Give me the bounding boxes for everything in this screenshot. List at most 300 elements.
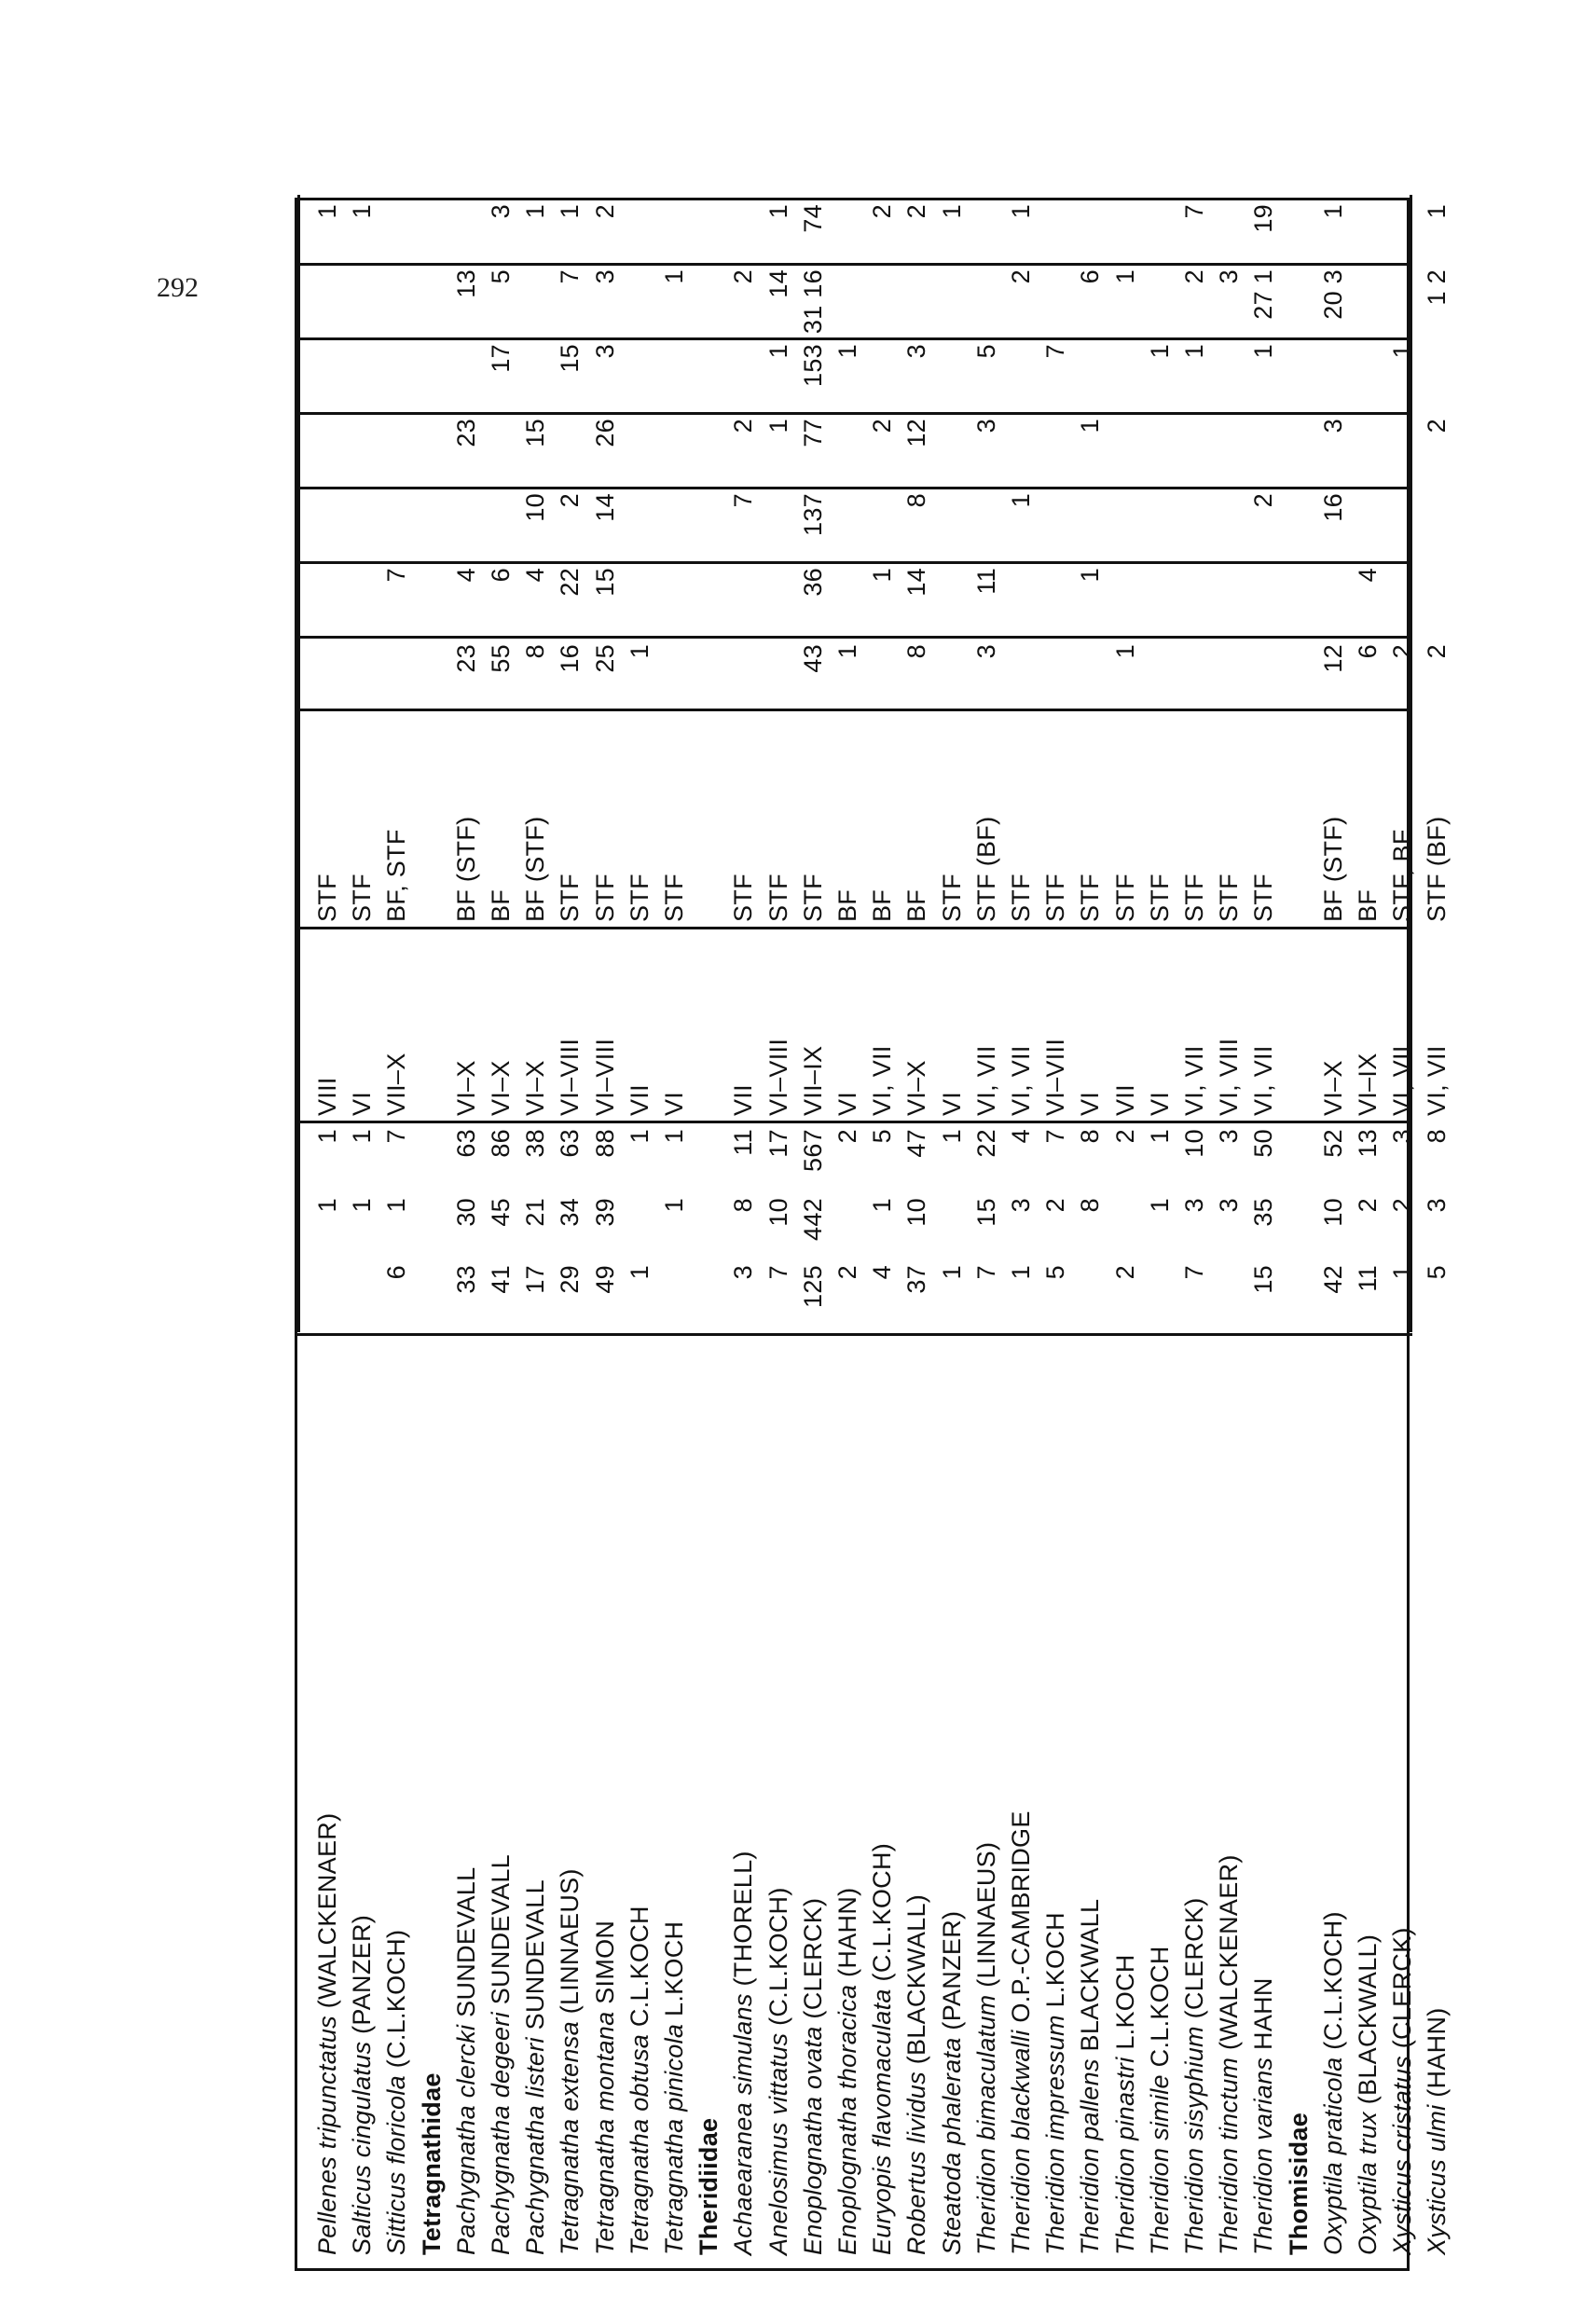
site-value-3 (623, 493, 657, 558)
site-value-7 (1385, 204, 1420, 260)
site-value-2 (1212, 568, 1246, 633)
count-n3: 2 (1110, 1129, 1139, 1144)
count-n1: 7 (764, 1265, 792, 1280)
site-value-3 (1351, 493, 1385, 558)
site-value-1 (1143, 644, 1177, 706)
site-value-2 (1385, 568, 1420, 633)
months: VII (625, 1084, 654, 1116)
site-value-7: 1 (556, 204, 585, 219)
count-n1 (345, 1265, 379, 1332)
count-n3: 567 (798, 1129, 827, 1172)
table-row (726, 195, 761, 2268)
count-n2: 3 (1423, 1198, 1452, 1213)
site-value-7 (657, 204, 692, 260)
count-n1 (310, 1265, 345, 1332)
taxon-name: Oxyptila praticola (1318, 2057, 1347, 2255)
species-name (726, 1397, 761, 2255)
site-value-3: 8 (902, 493, 931, 508)
taxon-author: (LINNAEUS) (971, 1841, 1000, 1988)
taxon-name: Xysticus ulmi (1423, 2104, 1452, 2255)
site-value-3 (1143, 493, 1177, 558)
site-value-2 (1420, 568, 1454, 633)
site-value-3 (1282, 493, 1316, 558)
site-value-2 (310, 568, 345, 633)
site-value-7 (1282, 204, 1316, 260)
species-name (1351, 1397, 1385, 2255)
taxon-name: Pellenes tripunctatus (313, 2016, 341, 2255)
site-value-1 (1039, 644, 1073, 706)
count-n3: 38 (521, 1129, 550, 1158)
taxon-author: (CLERCK) (1180, 1897, 1208, 2019)
site-value-4: 2 (1423, 419, 1452, 434)
months: VI, VIII (1215, 1038, 1244, 1116)
site-value-6 (970, 269, 1004, 335)
site-value-4 (1282, 419, 1316, 484)
site-value-7 (1351, 204, 1385, 260)
site-value-7: 3 (487, 204, 515, 219)
species-name (553, 1397, 587, 2255)
taxon-name: Achaearanea simulans (729, 1993, 758, 2255)
site-value-1 (1212, 644, 1246, 706)
site-value-6: 2 (1180, 269, 1208, 284)
table-row (449, 195, 484, 2268)
species-name (379, 1397, 414, 2255)
site-value-6 (345, 269, 379, 335)
site-value-1: 1 (625, 644, 654, 659)
taxon-author: (C.L.KOCH) (382, 1929, 411, 2069)
site-value-4 (484, 419, 518, 484)
site-value-4 (345, 419, 379, 484)
months: VIII (313, 1077, 341, 1116)
count-n3: 52 (1318, 1129, 1347, 1158)
site-value-1: 55 (487, 644, 515, 673)
site-value-5: 1 (1388, 344, 1417, 359)
site-value-7 (415, 204, 449, 260)
table-row (796, 195, 831, 2268)
site-value-1: 6 (1354, 644, 1382, 659)
count-n3: 1 (313, 1129, 341, 1144)
site-value-6 (623, 269, 657, 335)
species-name (1246, 1397, 1281, 2255)
species-name (1212, 1397, 1246, 2255)
taxon-author: (BLACKWALL) (902, 1893, 931, 2065)
site-value-7: 19 (1249, 204, 1278, 233)
table-row (831, 195, 865, 2268)
months: VI–VIII (556, 1038, 585, 1116)
site-value-6: 6 (1076, 269, 1105, 284)
habitat: STF (590, 874, 619, 922)
site-value-2 (415, 568, 449, 633)
site-value-1 (345, 644, 379, 706)
count-n3: 1 (625, 1129, 654, 1144)
count-n2: 34 (556, 1198, 585, 1227)
habitat: STF (348, 874, 377, 922)
site-value-7: 1 (1007, 204, 1035, 219)
count-n2: 3 (1215, 1198, 1244, 1213)
site-value-6 (1385, 269, 1420, 335)
count-n2: 39 (590, 1198, 619, 1227)
taxon-name: Pachygnatha listeri (521, 2037, 550, 2255)
site-value-6 (415, 269, 449, 335)
site-value-5 (379, 344, 414, 409)
count-n3: 8 (1423, 1129, 1452, 1144)
site-value-4: 3 (971, 419, 1000, 434)
months: VI–IX (1354, 1053, 1382, 1116)
site-value-4 (1004, 419, 1039, 484)
species-name (1143, 1397, 1177, 2255)
count-n1: 37 (902, 1265, 931, 1294)
species-name (762, 1397, 796, 2255)
site-value-5: 1 (833, 344, 861, 359)
habitat: BF (STF) (451, 816, 480, 922)
site-value-6 (1351, 269, 1385, 335)
count-n1: 15 (1249, 1265, 1278, 1294)
taxon-name: Theridion pallens (1076, 2058, 1105, 2255)
months: VI–X (521, 1060, 550, 1116)
site-value-2 (1246, 568, 1281, 633)
count-n2 (1282, 1198, 1316, 1263)
site-value-3: 2 (1249, 493, 1278, 508)
site-value-4: 77 (798, 419, 827, 447)
site-value-7 (1108, 204, 1143, 260)
table-row (935, 195, 970, 2268)
site-value-7: 1 (764, 204, 792, 219)
taxon-author: L.KOCH (660, 1920, 688, 2016)
site-value-3: 137 (798, 493, 827, 536)
site-value-6: 14 (764, 269, 792, 298)
habitat: STF (BF) (971, 816, 1000, 922)
table-row (657, 195, 692, 2268)
species-name (1177, 1397, 1212, 2255)
taxon-name: Theridion pinastri (1110, 2057, 1139, 2255)
site-value-2: 4 (1354, 568, 1382, 583)
site-value-5 (345, 344, 379, 409)
site-value-1 (310, 644, 345, 706)
site-value-6 (518, 269, 553, 335)
habitat: STF (1180, 874, 1208, 922)
site-value-1 (1177, 644, 1212, 706)
site-value-4 (1108, 419, 1143, 484)
site-value-3 (970, 493, 1004, 558)
site-value-7: 74 (798, 204, 827, 233)
site-value-5 (1420, 344, 1454, 409)
site-value-3 (1108, 493, 1143, 558)
taxon-author: (WALCKENAER) (313, 1812, 341, 2009)
count-n2 (935, 1198, 970, 1263)
months: VI (1145, 1091, 1174, 1116)
count-n3 (692, 1129, 726, 1196)
count-n1: 42 (1318, 1265, 1347, 1294)
table-row (1177, 195, 1212, 2268)
habitat: BF (STF) (521, 816, 550, 922)
site-value-3 (935, 493, 970, 558)
taxon-name: Enoplognatha thoracica (833, 1984, 861, 2255)
site-value-7 (623, 204, 657, 260)
site-value-5 (1212, 344, 1246, 409)
table-row (1316, 195, 1351, 2268)
site-value-2: 15 (590, 568, 619, 597)
site-value-2: 36 (798, 568, 827, 597)
taxon-name: Theridion varians (1249, 2057, 1278, 2255)
count-n1 (1073, 1265, 1108, 1332)
species-name (970, 1397, 1004, 2255)
count-n1: 5 (1041, 1265, 1070, 1280)
count-n1: 2 (1110, 1265, 1139, 1280)
site-value-7 (692, 204, 726, 260)
count-n3: 2 (833, 1129, 861, 1144)
species-table (295, 198, 1452, 2271)
site-value-4 (1385, 419, 1420, 484)
taxon-name: Tetragnatha extensa (556, 2021, 585, 2255)
site-value-7 (831, 204, 865, 260)
site-value-3 (831, 493, 865, 558)
site-value-4 (657, 419, 692, 484)
site-value-1 (1282, 644, 1316, 706)
taxon-name: Theridiidae (695, 2117, 723, 2255)
count-n3: 13 (1354, 1129, 1382, 1158)
taxon-author: (PANZER) (348, 1914, 377, 2034)
table-row (1351, 195, 1385, 2268)
count-n1: 4 (868, 1265, 897, 1280)
taxon-name: Xysticus cristatus (1388, 2056, 1417, 2255)
site-value-3 (865, 493, 900, 558)
site-value-5: 15 (556, 344, 585, 373)
taxon-name: Pachygnatha degeeri (487, 2012, 515, 2255)
site-value-1: 2 (1388, 644, 1417, 659)
site-value-3: 7 (729, 493, 758, 508)
site-value-7: 2 (868, 204, 897, 219)
count-n2 (623, 1198, 657, 1263)
habitat: STF, BF (1388, 829, 1417, 922)
taxon-name: Theridion simile (1145, 2074, 1174, 2255)
site-value-6: 27 1 (1249, 269, 1278, 320)
months: VI–VIII (764, 1038, 792, 1116)
table-row (623, 195, 657, 2268)
species-name (588, 1397, 623, 2255)
count-n3: 1 (348, 1129, 377, 1144)
habitat: STF (764, 874, 792, 922)
table-row (900, 195, 934, 2268)
months: VI (937, 1091, 966, 1116)
site-value-1: 8 (521, 644, 550, 659)
count-n1: 7 (971, 1265, 1000, 1280)
species-name (1108, 1397, 1143, 2255)
count-n2: 8 (729, 1198, 758, 1213)
count-n2: 35 (1249, 1198, 1278, 1227)
count-n1: 33 (451, 1265, 480, 1294)
site-value-7 (1143, 204, 1177, 260)
count-n2: 21 (521, 1198, 550, 1227)
count-n2: 2 (1388, 1198, 1417, 1213)
site-value-6 (865, 269, 900, 335)
taxon-name: Salticus cingulatus (348, 2041, 377, 2255)
count-n1 (1282, 1265, 1316, 1332)
site-value-3: 16 (1318, 493, 1347, 522)
count-n3: 5 (868, 1129, 897, 1144)
site-value-6 (935, 269, 970, 335)
count-n2: 15 (971, 1198, 1000, 1227)
site-value-2 (1108, 568, 1143, 633)
count-n3: 4 (1007, 1129, 1035, 1144)
site-value-3 (762, 493, 796, 558)
taxon-author: SIMON (590, 1920, 619, 2004)
months: VI (1076, 1091, 1105, 1116)
site-value-1: 25 (590, 644, 619, 673)
count-n3: 11 (729, 1129, 758, 1156)
taxon-name: Pachygnatha clercki (451, 2024, 480, 2255)
site-value-2 (1039, 568, 1073, 633)
taxon-name: Tetragnatha obtusa (625, 2033, 654, 2255)
count-n1: 1 (1388, 1265, 1417, 1280)
site-value-2: 22 (556, 568, 585, 597)
site-value-2 (657, 568, 692, 633)
count-n2 (1108, 1198, 1143, 1263)
site-value-3 (1073, 493, 1108, 558)
site-value-1: 23 (451, 644, 480, 673)
species-name (1316, 1397, 1351, 2255)
count-n1 (657, 1265, 692, 1332)
habitat: STF (729, 874, 758, 922)
count-n1: 1 (937, 1265, 966, 1280)
site-value-4 (415, 419, 449, 484)
site-value-7 (379, 204, 414, 260)
site-value-6: 20 3 (1318, 269, 1347, 320)
count-n1: 1 (1007, 1265, 1035, 1280)
site-value-4: 26 (590, 419, 619, 447)
taxon-author: (CLERCK) (798, 1897, 827, 2019)
site-value-2: 1 (1076, 568, 1105, 583)
site-value-1 (415, 644, 449, 706)
taxon-author: (C.L.KOCH) (764, 1887, 792, 2026)
count-n1 (692, 1265, 726, 1332)
site-value-2 (935, 568, 970, 633)
site-value-5: 3 (590, 344, 619, 359)
table-row (1039, 195, 1073, 2268)
site-value-1 (1246, 644, 1281, 706)
count-n3: 1 (1145, 1129, 1174, 1144)
months: VII (1110, 1084, 1139, 1116)
count-n1: 41 (487, 1265, 515, 1294)
habitat: BF (487, 888, 515, 922)
site-value-7: 2 (902, 204, 931, 219)
habitat (415, 719, 449, 922)
site-value-6 (692, 269, 726, 335)
site-value-2 (1143, 568, 1177, 633)
site-value-2: 11 (971, 568, 1000, 595)
site-value-7: 1 (937, 204, 966, 219)
count-n3: 8 (1076, 1129, 1105, 1144)
months: VII (729, 1084, 758, 1116)
count-n2: 45 (487, 1198, 515, 1227)
habitat (692, 719, 726, 922)
count-n2: 3 (1007, 1198, 1035, 1213)
site-value-3 (379, 493, 414, 558)
site-value-6: 1 2 (1423, 269, 1452, 306)
site-value-4 (1143, 419, 1177, 484)
site-value-6: 1 (1110, 269, 1139, 284)
site-value-4 (553, 419, 587, 484)
site-value-7: 1 (348, 204, 377, 219)
habitat: STF (1215, 874, 1244, 922)
species-name (345, 1397, 379, 2255)
site-value-7: 1 (1318, 204, 1347, 219)
site-value-3 (1212, 493, 1246, 558)
site-value-7 (1073, 204, 1108, 260)
site-value-6: 13 (451, 269, 480, 298)
site-value-1: 3 (971, 644, 1000, 659)
site-value-2 (1316, 568, 1351, 633)
site-value-6: 3 (590, 269, 619, 284)
site-value-4 (692, 419, 726, 484)
count-n3: 7 (1041, 1129, 1070, 1144)
site-value-2 (831, 568, 865, 633)
site-value-1 (657, 644, 692, 706)
count-n2: 10 (902, 1198, 931, 1227)
taxon-author: SUNDEVALL (487, 1854, 515, 2005)
species-name (518, 1397, 553, 2255)
site-value-6 (310, 269, 345, 335)
taxon-name: Robertus lividus (902, 2071, 931, 2255)
months: VI, VII (1180, 1045, 1208, 1116)
count-n2: 10 (1318, 1198, 1347, 1227)
site-value-4: 2 (868, 419, 897, 434)
site-value-1: 8 (902, 644, 931, 659)
site-value-3 (484, 493, 518, 558)
count-n1: 49 (590, 1265, 619, 1294)
site-value-3: 10 (521, 493, 550, 522)
habitat: BF, STF (382, 829, 411, 922)
species-name (1039, 1397, 1073, 2255)
months: VI, VII (1423, 1045, 1452, 1116)
site-value-3 (1177, 493, 1212, 558)
taxon-name: Oxyptila trux (1354, 2112, 1382, 2255)
site-value-2: 4 (521, 568, 550, 583)
family-row (415, 195, 449, 2268)
site-value-5 (657, 344, 692, 409)
family-name (692, 1397, 726, 2255)
site-value-3 (449, 493, 484, 558)
site-value-6: 1 (660, 269, 688, 284)
site-value-2 (762, 568, 796, 633)
species-name (935, 1397, 970, 2255)
taxon-author: C.L.KOCH (1145, 1946, 1174, 2068)
taxon-name: Tetragnathidae (417, 2072, 446, 2255)
table-row (1246, 195, 1281, 2268)
site-value-2 (623, 568, 657, 633)
site-value-1: 2 (1423, 644, 1452, 659)
site-value-2: 7 (382, 568, 411, 583)
count-n1 (1212, 1265, 1246, 1332)
site-value-7: 2 (590, 204, 619, 219)
habitat: STF (BF) (1423, 816, 1452, 922)
taxon-name: Theridion impressum (1041, 2015, 1070, 2255)
site-value-6: 5 (487, 269, 515, 284)
taxon-author: (CLERCK) (1388, 1927, 1417, 2049)
habitat: STF (660, 874, 688, 922)
habitat: STF (1145, 874, 1174, 922)
count-n1: 11 (1354, 1265, 1382, 1292)
table-row (1073, 195, 1108, 2268)
months (1282, 948, 1316, 1116)
count-n3: 17 (764, 1129, 792, 1158)
table-row (345, 195, 379, 2268)
taxon-name: Anelosimus vittatus (764, 2032, 792, 2255)
habitat: BF (1354, 888, 1382, 922)
habitat: STF (1041, 874, 1070, 922)
taxon-name: Theridion blackwalli (1007, 2030, 1035, 2255)
site-value-5 (518, 344, 553, 409)
page-number: 292 (157, 272, 199, 303)
